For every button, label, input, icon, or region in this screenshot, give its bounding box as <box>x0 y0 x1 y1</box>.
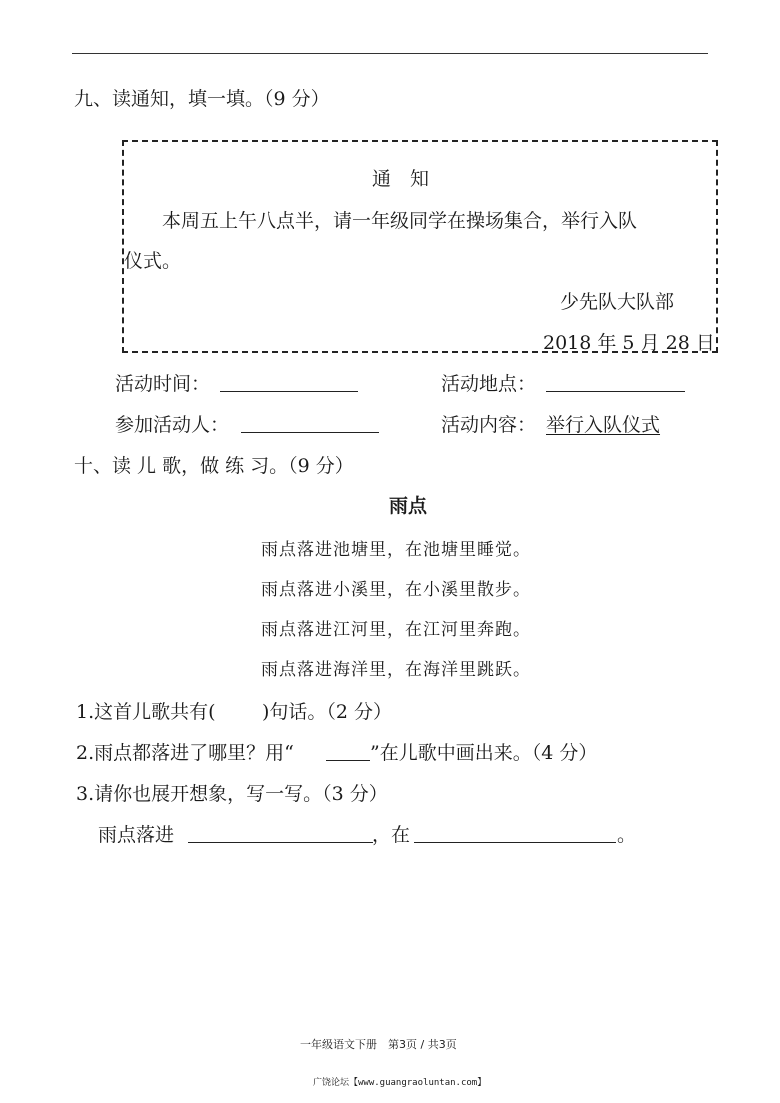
poem-title: 雨点 <box>389 495 428 517</box>
notice-body-line-2: 仪式。 <box>124 250 182 272</box>
page-footer: 一年级语文下册 第3页 / 共3页 <box>300 1038 457 1051</box>
answer-blank-1[interactable] <box>188 842 373 843</box>
activity-content-value: 举行入队仪式 <box>546 414 661 436</box>
poem-line: 雨点落进小溪里，在小溪里散步。 <box>261 580 531 600</box>
activity-time-label: 活动时间： <box>115 373 211 395</box>
activity-content-label: 活动内容： <box>441 414 537 436</box>
question-2-end: ”在儿歌中画出来。（4 分） <box>370 742 598 764</box>
answer-end: 。 <box>617 824 637 846</box>
notice-title: 通 知 <box>372 168 430 190</box>
activity-time-blank[interactable] <box>220 391 358 392</box>
participants-blank[interactable] <box>241 432 379 433</box>
question-1-start: 1.这首儿歌共有( <box>76 701 216 723</box>
activity-place-label: 活动地点： <box>441 373 537 395</box>
notice-date: 2018 年 5 月 28 日 <box>543 332 715 354</box>
header-rule <box>72 53 708 54</box>
answer-prefix: 雨点落进 <box>98 824 175 846</box>
poem-line: 雨点落进江河里，在江河里奔跑。 <box>261 620 531 640</box>
answer-blank-2[interactable] <box>414 842 616 843</box>
question-2-line-sample <box>326 760 370 761</box>
poem-line: 雨点落进池塘里，在池塘里睡觉。 <box>261 540 531 560</box>
site-watermark: 广饶论坛【www.guangraoluntan.com】 <box>313 1078 487 1088</box>
section-10-heading: 十、读 儿 歌，做 练 习。（9 分） <box>74 455 354 477</box>
notice-signature: 少先队大队部 <box>560 291 675 313</box>
notice-body-line-1: 本周五上午八点半，请一年级同学在操场集合，举行入队 <box>162 210 638 232</box>
poem-line: 雨点落进海洋里，在海洋里跳跃。 <box>261 660 531 680</box>
activity-place-blank[interactable] <box>546 391 685 392</box>
participants-label: 参加活动人： <box>115 414 230 436</box>
question-3: 3.请你也展开想象，写一写。（3 分） <box>76 783 388 805</box>
question-1-end: )句话。（2 分） <box>262 701 393 723</box>
question-2-start: 2.雨点都落进了哪里？用“ <box>76 742 294 764</box>
answer-middle: ，在 <box>372 824 411 846</box>
section-9-heading: 九、读通知，填一填。（9 分） <box>74 88 330 110</box>
